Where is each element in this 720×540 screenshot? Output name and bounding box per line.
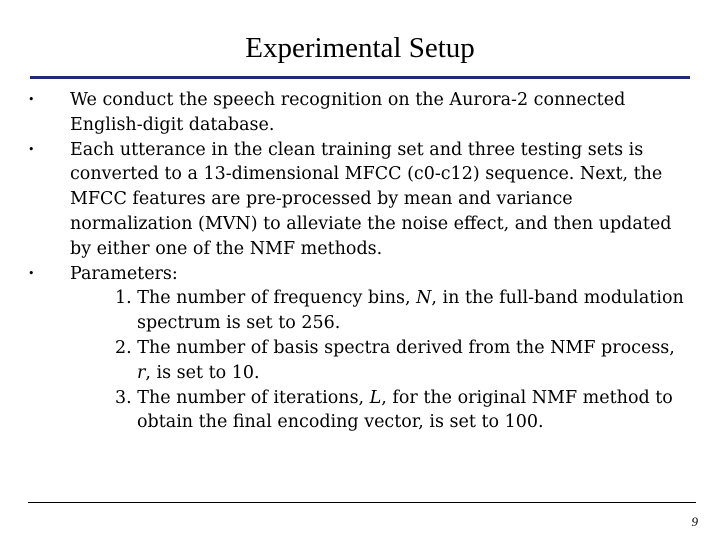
parameter-text: , in the full-band modulation spectrum is set to 256. (137, 288, 684, 334)
bullet-list (28, 88, 694, 435)
parameter-text: The number of frequency bins, (137, 288, 417, 309)
bullet-text: Parameters: (70, 263, 178, 284)
parameter-variable: r (137, 362, 146, 383)
parameter-text: The number of basis spectra derived from the NMF process, (137, 337, 675, 358)
parameter-item-iterations (115, 386, 694, 436)
parameter-text: The number of iterations, (137, 387, 370, 408)
parameter-variable: N (416, 288, 432, 309)
parameter-number: 2. (115, 337, 132, 358)
parameter-variable: L (369, 387, 382, 408)
parameter-list (70, 286, 694, 435)
parameter-number: 3. (115, 387, 132, 408)
bullet-marker: • (28, 142, 35, 156)
parameter-item-basis-spectra (115, 336, 694, 386)
bullet-text: We conduct the speech recognition on the Aurora-2 connected English-digit database. (70, 90, 626, 135)
bullet-marker: • (28, 93, 35, 106)
page-number: 9 (691, 514, 698, 529)
parameter-text: , for the original NMF method to obtain the final encoding vector, is set to 100. (137, 387, 673, 433)
bullet-item-parameters (28, 262, 694, 436)
footer-divider (28, 502, 696, 503)
parameter-text: , is set to 10. (145, 362, 260, 383)
bullet-item-features (28, 138, 694, 262)
slide-title: Experimental Setup (245, 32, 475, 64)
bullet-text: Each utterance in the clean training set and three testing sets is converted to a 13-dimensional MFCC (c0-c12) sequence. Next, the MFCC features are pre-processed by mean and variance normalization (MVN) to alleviate the noise effect, and then updated by either one of the NMF methods. (70, 139, 672, 259)
bullet-item-database (28, 88, 694, 138)
bullet-marker: • (28, 266, 35, 280)
parameter-number: 1. (115, 288, 132, 309)
parameter-item-frequency-bins (115, 286, 694, 336)
title-divider (30, 76, 690, 79)
